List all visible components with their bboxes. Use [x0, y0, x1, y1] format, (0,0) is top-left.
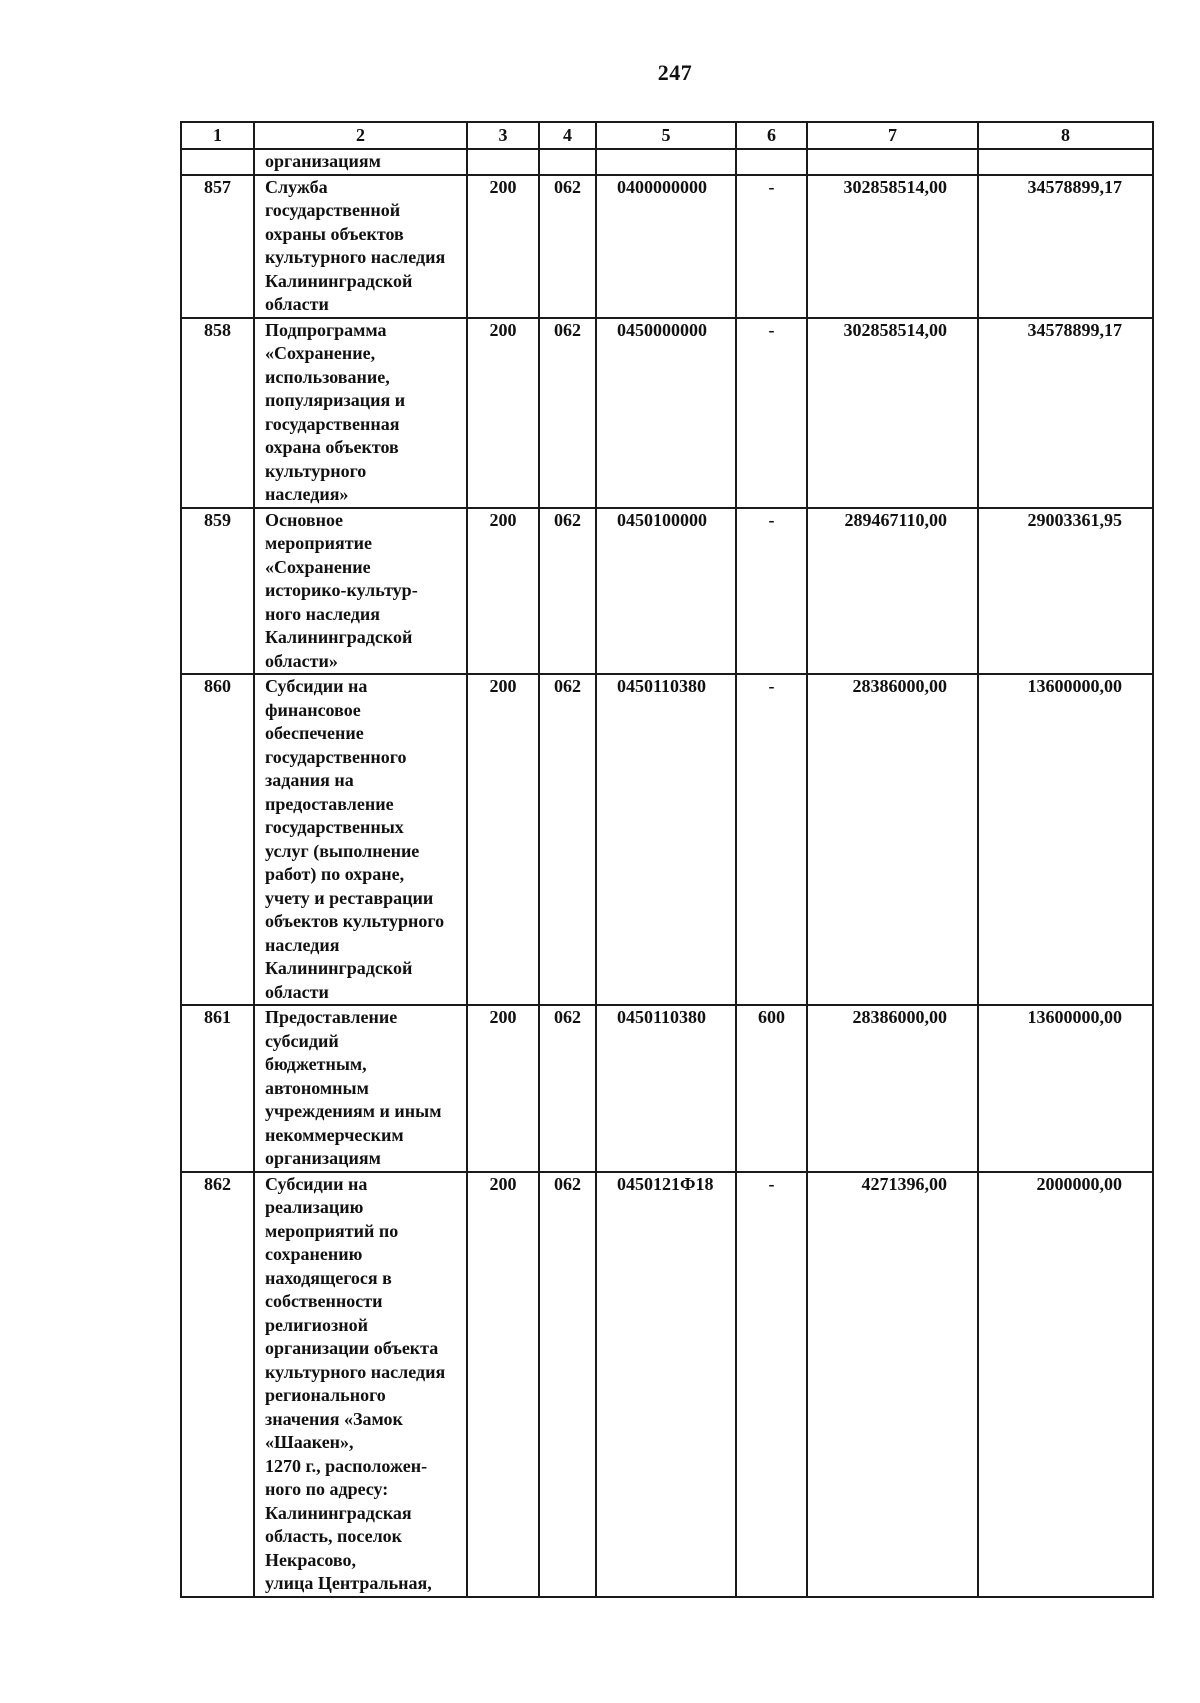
col5-code: 0400000000 — [596, 175, 736, 318]
col8-amount: 34578899,17 — [978, 318, 1153, 508]
row-number: 857 — [181, 175, 254, 318]
row-number: 860 — [181, 674, 254, 1005]
column-header: 1 — [181, 122, 254, 149]
column-header: 3 — [467, 122, 539, 149]
col5-code: 0450110380 — [596, 1005, 736, 1172]
row-name: Субсидии на реализацию мероприятий по сохранению находящегося в собственности религиозной организации объекта культурного наследия регионального значения «Замок «Шаакен», 1270 г., расположен- ного по адресу: Калининградская область, поселок Некрасово, улица Центральная, — [254, 1172, 467, 1597]
row-name: Служба государственной охраны объектов культурного наследия Калининградской области — [254, 175, 467, 318]
col8-amount: 13600000,00 — [978, 674, 1153, 1005]
col4-value: 062 — [539, 1005, 596, 1172]
table-row — [181, 674, 1153, 1005]
row-number: 862 — [181, 1172, 254, 1597]
column-header: 6 — [736, 122, 807, 149]
row-number: 858 — [181, 318, 254, 508]
col4-value: 062 — [539, 508, 596, 675]
column-header: 7 — [807, 122, 978, 149]
table-row — [181, 175, 1153, 318]
col3-value: 200 — [467, 674, 539, 1005]
col6-value: - — [736, 318, 807, 508]
row-name: Подпрограмма «Сохранение, использование, популяризация и государственная охрана объектов культурного наследия» — [254, 318, 467, 508]
cell-empty — [467, 149, 539, 175]
column-header: 8 — [978, 122, 1153, 149]
col7-amount: 28386000,00 — [807, 674, 978, 1005]
col7-amount: 289467110,00 — [807, 508, 978, 675]
cell-num — [181, 149, 254, 175]
col4-value: 062 — [539, 674, 596, 1005]
table-row — [181, 318, 1153, 508]
cell-name: организациям — [254, 149, 467, 175]
column-header: 5 — [596, 122, 736, 149]
col6-value: - — [736, 175, 807, 318]
column-header: 2 — [254, 122, 467, 149]
col4-value: 062 — [539, 318, 596, 508]
col3-value: 200 — [467, 508, 539, 675]
cell-empty — [807, 149, 978, 175]
row-name: Субсидии на финансовое обеспечение государственного задания на предоставление государственных услуг (выполнение работ) по охране, учету и реставрации объектов культурного наследия Калининградской области — [254, 674, 467, 1005]
cell-empty — [736, 149, 807, 175]
col7-amount: 302858514,00 — [807, 175, 978, 318]
col5-code: 0450121Ф18 — [596, 1172, 736, 1597]
continuation-row — [181, 149, 1153, 175]
cell-empty — [978, 149, 1153, 175]
col7-amount: 28386000,00 — [807, 1005, 978, 1172]
col3-value: 200 — [467, 318, 539, 508]
col6-value: - — [736, 1172, 807, 1597]
row-name: Основное мероприятие «Сохранение историко-культур- ного наследия Калининградской области» — [254, 508, 467, 675]
column-header: 4 — [539, 122, 596, 149]
row-name: Предоставление субсидий бюджетным, автономным учреждениям и иным некоммерческим организациям — [254, 1005, 467, 1172]
table-row — [181, 1172, 1153, 1597]
col6-value: - — [736, 674, 807, 1005]
header-row — [181, 122, 1153, 149]
row-number: 861 — [181, 1005, 254, 1172]
col3-value: 200 — [467, 175, 539, 318]
col3-value: 200 — [467, 1005, 539, 1172]
table-row — [181, 508, 1153, 675]
page-number: 247 — [657, 60, 693, 85]
row-number: 859 — [181, 508, 254, 675]
col4-value: 062 — [539, 1172, 596, 1597]
col7-amount: 4271396,00 — [807, 1172, 978, 1597]
budget-table — [180, 121, 1154, 1598]
col8-amount: 29003361,95 — [978, 508, 1153, 675]
table-row — [181, 1005, 1153, 1172]
col5-code: 0450000000 — [596, 318, 736, 508]
col5-code: 0450110380 — [596, 674, 736, 1005]
col5-code: 0450100000 — [596, 508, 736, 675]
cell-empty — [539, 149, 596, 175]
col4-value: 062 — [539, 175, 596, 318]
cell-empty — [596, 149, 736, 175]
col6-value: 600 — [736, 1005, 807, 1172]
col6-value: - — [736, 508, 807, 675]
col8-amount: 34578899,17 — [978, 175, 1153, 318]
col8-amount: 13600000,00 — [978, 1005, 1153, 1172]
col8-amount: 2000000,00 — [978, 1172, 1153, 1597]
col3-value: 200 — [467, 1172, 539, 1597]
col7-amount: 302858514,00 — [807, 318, 978, 508]
